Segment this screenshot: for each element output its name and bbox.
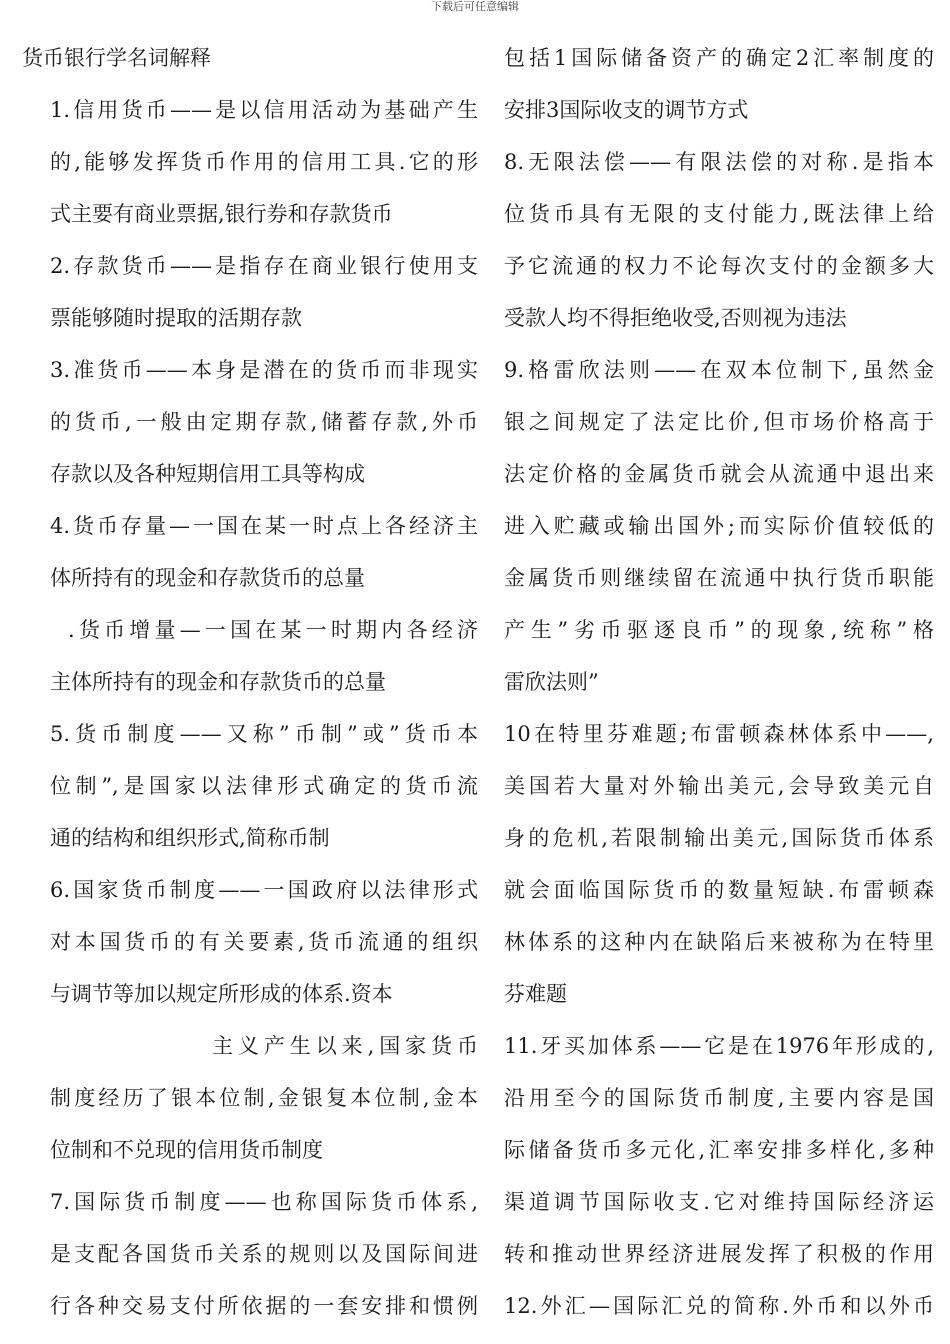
right-column-line: 际储备货币多元化,汇率安排多样化,多种 — [504, 1138, 934, 1162]
left-column-line: 货币银行学名词解释 — [22, 46, 211, 70]
right-column-line: 金属货币则继续留在流通中执行货币职能 — [504, 566, 934, 590]
left-column-line: 5.货币制度——又称”币制”或”货币本 — [50, 722, 478, 746]
left-column-line: 对本国货币的有关要素,货币流通的组织 — [50, 930, 478, 954]
right-column-line: 林体系的这种内在缺陷后来被称为在特里 — [504, 930, 934, 954]
right-column-line: 产生”劣币驱逐良币”的现象,统称”格 — [504, 618, 934, 642]
right-column-line: 身的危机,若限制输出美元,国际货币体系 — [504, 826, 934, 850]
left-column-line: 存款以及各种短期信用工具等构成 — [50, 462, 365, 486]
left-column — [22, 32, 478, 1332]
left-column-line: 6.国家货币制度——一国政府以法律形式 — [50, 878, 478, 902]
left-column-line: 3.准货币——本身是潜在的货币而非现实 — [50, 358, 478, 382]
right-column-line: 美国若大量对外输出美元,会导致美元自 — [504, 774, 934, 798]
right-column-line: 12.外汇—国际汇兑的简称.外币和以外币 — [504, 1294, 934, 1318]
right-column-line: 9.格雷欣法则——在双本位制下,虽然金 — [504, 358, 934, 382]
left-column-line: 的货币,一般由定期存款,储蓄存款,外币 — [50, 410, 478, 434]
left-column-line: 是支配各国货币关系的规则以及国际间进 — [50, 1242, 478, 1266]
left-column-line: 位制”,是国家以法律形式确定的货币流 — [50, 774, 478, 798]
header-note: 下载后可任意编辑 — [431, 0, 519, 13]
right-column-line: 8.无限法偿——有限法偿的对称.是指本 — [504, 150, 934, 174]
left-column-line: 行各种交易支付所依据的一套安排和惯例 — [50, 1294, 478, 1318]
right-column-line: 进入贮藏或输出国外;而实际价值较低的 — [504, 514, 934, 538]
right-column-line: 银之间规定了法定比价,但市场价格高于 — [504, 410, 934, 434]
left-column-line: .货币增量—一国在某一时期内各经济 — [68, 618, 478, 642]
right-column-line: 包括1国际储备资产的确定2汇率制度的 — [504, 46, 934, 70]
right-column-line: 位货币具有无限的支付能力,既法律上给 — [504, 202, 934, 226]
right-column-line: 沿用至今的国际货币制度,主要内容是国 — [504, 1086, 934, 1110]
right-column-line: 转和推动世界经济进展发挥了积极的作用 — [504, 1242, 934, 1266]
left-column-line: 的,能够发挥货币作用的信用工具.它的形 — [50, 150, 478, 174]
left-column-line: 主义产生以来,国家货币 — [212, 1034, 478, 1058]
right-column-line: 受款人均不得拒绝收受,否则视为违法 — [504, 306, 847, 330]
right-column-line: 11.牙买加体系——它是在1976年形成的, — [504, 1034, 934, 1058]
right-column-line: 予它流通的权力不论每次支付的金额多大 — [504, 254, 934, 278]
right-column-line: 安排3国际收支的调节方式 — [504, 98, 749, 122]
left-column-line: 体所持有的现金和存款货币的总量 — [50, 566, 365, 590]
left-column-line: 2.存款货币——是指存在商业银行使用支 — [50, 254, 478, 278]
left-column-line: 制度经历了银本位制,金银复本位制,金本 — [50, 1086, 478, 1110]
right-column-line: 雷欣法则” — [504, 670, 599, 694]
right-column-line: 芬难题 — [504, 982, 567, 1006]
right-column — [504, 32, 934, 1332]
left-column-line: 主体所持有的现金和存款货币的总量 — [50, 670, 386, 694]
left-column-line: 通的结构和组织形式,简称币制 — [50, 826, 330, 850]
right-column-line: 渠道调节国际收支.它对维持国际经济运 — [504, 1190, 934, 1214]
left-column-line: 票能够随时提取的活期存款 — [50, 306, 302, 330]
right-column-line: 法定价格的金属货币就会从流通中退出来 — [504, 462, 934, 486]
left-column-line: 4.货币存量—一国在某一时点上各经济主 — [50, 514, 478, 538]
left-column-line: 式主要有商业票据,银行券和存款货币 — [50, 202, 393, 226]
right-column-line: 10在特里芬难题;布雷顿森林体系中——, — [504, 722, 934, 746]
left-column-line: 7.国际货币制度——也称国际货币体系, — [50, 1190, 478, 1214]
right-column-line: 就会面临国际货币的数量短缺.布雷顿森 — [504, 878, 934, 902]
left-column-line: 与调节等加以规定所形成的体系.资本 — [50, 982, 393, 1006]
left-column-line: 位制和不兑现的信用货币制度 — [50, 1138, 323, 1162]
left-column-line: 1.信用货币——是以信用活动为基础产生 — [50, 98, 478, 122]
